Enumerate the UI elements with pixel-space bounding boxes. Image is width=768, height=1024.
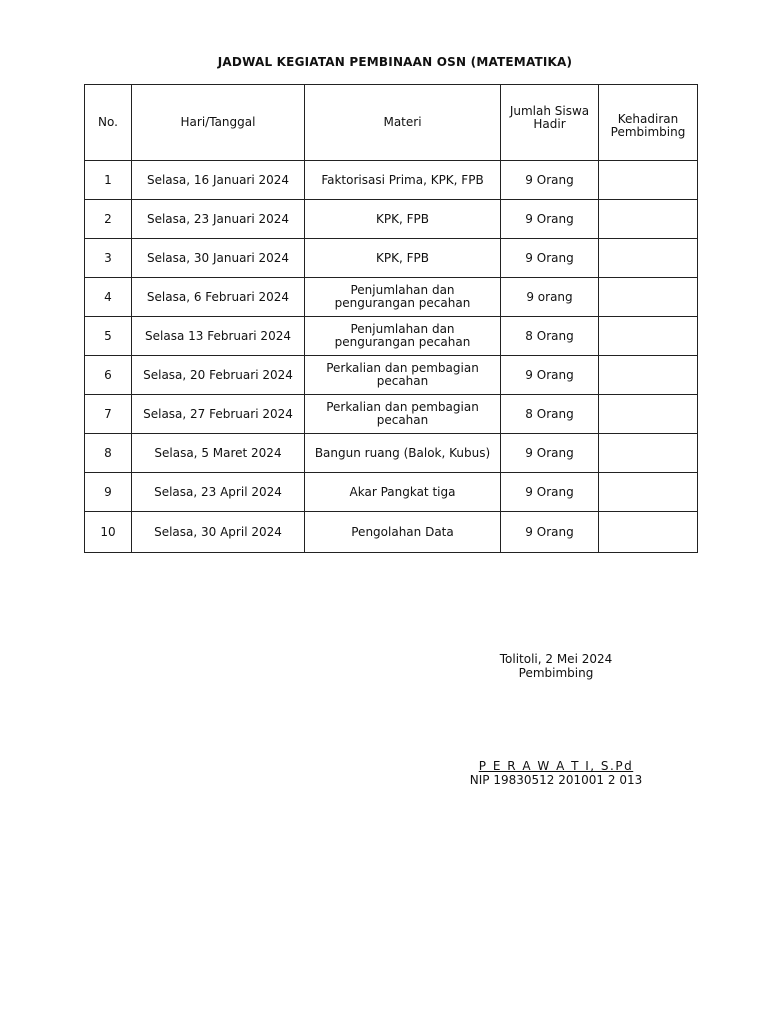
- cell-material: [305, 356, 501, 395]
- header-students: [501, 85, 599, 161]
- cell-material-line1: Perkalian dan pembagian: [326, 400, 479, 414]
- signer-nip: NIP 19830512 201001 2 013: [469, 773, 643, 787]
- header-students-line2: Hadir: [533, 116, 566, 131]
- cell-no: 3: [85, 239, 132, 278]
- table-row: [85, 434, 698, 473]
- table-header-row: [85, 85, 698, 161]
- cell-material-line1: KPK, FPB: [376, 211, 429, 226]
- cell-date: Selasa, 20 Februari 2024: [132, 356, 305, 395]
- table-row: [85, 317, 698, 356]
- signature-role: Pembimbing: [518, 666, 594, 680]
- cell-attendance: [599, 239, 698, 278]
- table-row: [85, 395, 698, 434]
- cell-students: 8 Orang: [501, 317, 599, 356]
- cell-material-line2: pecahan: [376, 374, 429, 388]
- cell-date: Selasa, 6 Februari 2024: [132, 278, 305, 317]
- cell-date: Selasa, 27 Februari 2024: [132, 395, 305, 434]
- header-attendance: [599, 85, 698, 161]
- cell-students: 9 Orang: [501, 512, 599, 553]
- cell-material-line1: Pengolahan Data: [351, 524, 454, 539]
- cell-attendance: [599, 278, 698, 317]
- cell-students: 9 Orang: [501, 434, 599, 473]
- cell-attendance: [599, 356, 698, 395]
- cell-no: 4: [85, 278, 132, 317]
- header-date: Hari/Tanggal: [132, 85, 305, 161]
- cell-material-line1: KPK, FPB: [376, 250, 429, 265]
- cell-attendance: [599, 200, 698, 239]
- cell-material: [305, 239, 501, 278]
- cell-material-line1: Perkalian dan pembagian: [326, 361, 479, 375]
- cell-no: 10: [85, 512, 132, 553]
- cell-no: 7: [85, 395, 132, 434]
- cell-material: [305, 317, 501, 356]
- table-row: [85, 356, 698, 395]
- cell-date: Selasa, 30 April 2024: [132, 512, 305, 553]
- cell-material: [305, 473, 501, 512]
- cell-attendance: [599, 473, 698, 512]
- cell-attendance: [599, 395, 698, 434]
- cell-attendance: [599, 512, 698, 553]
- cell-material: [305, 512, 501, 553]
- signature-footer: [456, 759, 656, 787]
- table-row: [85, 473, 698, 512]
- table-row: [85, 512, 698, 553]
- cell-material: [305, 200, 501, 239]
- cell-students: 9 Orang: [501, 473, 599, 512]
- signer-name: P E R A W A T I, S.Pd: [478, 759, 634, 773]
- cell-material: [305, 278, 501, 317]
- cell-material-line2: pecahan: [376, 413, 429, 427]
- cell-no: 5: [85, 317, 132, 356]
- cell-attendance: [599, 161, 698, 200]
- cell-students: 9 Orang: [501, 200, 599, 239]
- cell-date: Selasa 13 Februari 2024: [132, 317, 305, 356]
- cell-date: Selasa, 16 Januari 2024: [132, 161, 305, 200]
- cell-material: [305, 395, 501, 434]
- cell-material-line1: Bangun ruang (Balok, Kubus): [314, 445, 491, 460]
- header-attendance-line2: Pembimbing: [610, 124, 686, 139]
- cell-students: 9 Orang: [501, 239, 599, 278]
- header-students-line1: Jumlah Siswa: [509, 103, 590, 118]
- cell-material-line2: pengurangan pecahan: [334, 335, 471, 349]
- cell-material: [305, 161, 501, 200]
- table-row: [85, 200, 698, 239]
- schedule-table: [84, 84, 698, 553]
- cell-no: 1: [85, 161, 132, 200]
- cell-attendance: [599, 434, 698, 473]
- cell-material-line1: Akar Pangkat tiga: [349, 484, 456, 499]
- cell-students: 9 Orang: [501, 356, 599, 395]
- signature-header: [456, 652, 656, 680]
- cell-students: 9 orang: [501, 278, 599, 317]
- header-no: No.: [85, 85, 132, 161]
- table-row: [85, 161, 698, 200]
- header-material: Materi: [305, 85, 501, 161]
- cell-material: [305, 434, 501, 473]
- cell-date: Selasa, 23 Januari 2024: [132, 200, 305, 239]
- table-row: [85, 278, 698, 317]
- cell-no: 8: [85, 434, 132, 473]
- cell-date: Selasa, 23 April 2024: [132, 473, 305, 512]
- cell-no: 6: [85, 356, 132, 395]
- cell-material-line1: Penjumlahan dan: [350, 322, 455, 336]
- cell-date: Selasa, 30 Januari 2024: [132, 239, 305, 278]
- cell-material-line2: pengurangan pecahan: [334, 296, 471, 310]
- cell-no: 9: [85, 473, 132, 512]
- cell-attendance: [599, 317, 698, 356]
- header-attendance-line1: Kehadiran: [617, 111, 679, 126]
- cell-no: 2: [85, 200, 132, 239]
- cell-material-line1: Faktorisasi Prima, KPK, FPB: [321, 172, 484, 187]
- cell-students: 9 Orang: [501, 161, 599, 200]
- cell-material-line1: Penjumlahan dan: [350, 283, 455, 297]
- cell-students: 8 Orang: [501, 395, 599, 434]
- signature-place-date: Tolitoli, 2 Mei 2024: [499, 652, 613, 666]
- cell-date: Selasa, 5 Maret 2024: [132, 434, 305, 473]
- table-row: [85, 239, 698, 278]
- document-title: JADWAL KEGIATAN PEMBINAAN OSN (MATEMATIKA): [217, 55, 573, 69]
